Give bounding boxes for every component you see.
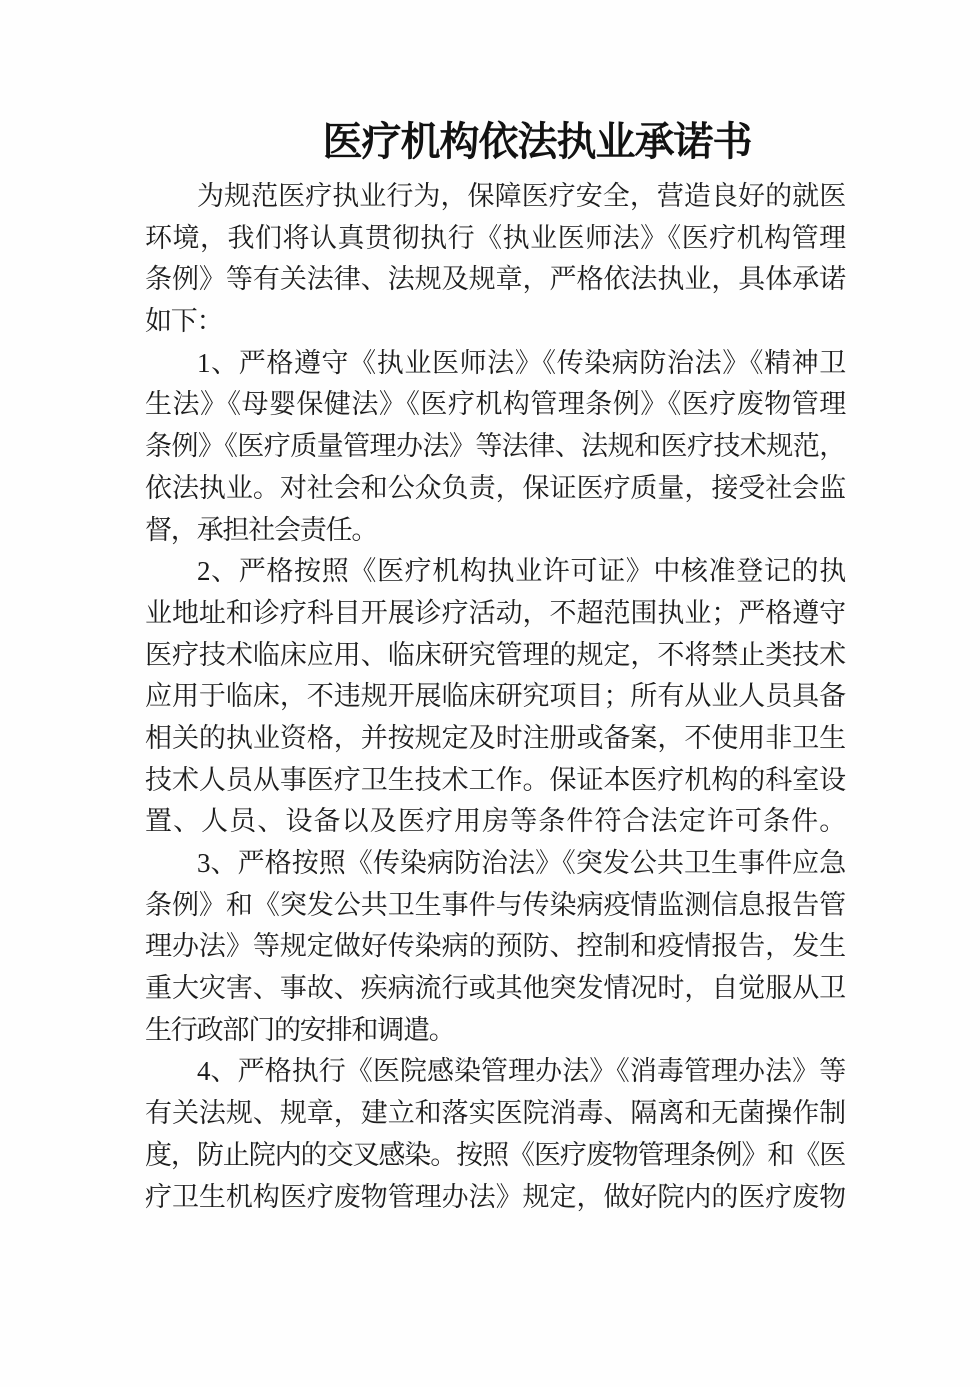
text-line: 医疗技术临床应用、临床研究管理的规定，不将禁止类技术 (145, 639, 845, 670)
text-line: 条例》和《突发公共卫生事件与传染病疫情监测信息报告管 (145, 889, 845, 920)
text-line: 2、严格按照《医疗机构执业许可证》中核准登记的执 (197, 556, 845, 587)
text-line: 如下： (145, 306, 223, 337)
text-line: 条例》等有关法律、法规及规章，严格依法执业，具体承诺 (145, 264, 845, 295)
text-line: 业地址和诊疗科目开展诊疗活动，不超范围执业；严格遵守 (145, 597, 845, 628)
text-line: 生法》《母婴保健法》《医疗机构管理条例》《医疗废物管理 (145, 389, 845, 420)
text-line: 重大灾害、事故、疾病流行或其他突发情况时，自觉服从卫 (145, 973, 845, 1004)
text-line: 相关的执业资格，并按规定及时注册或备案，不使用非卫生 (145, 722, 845, 753)
text-line: 技术人员从事医疗卫生技术工作。保证本医疗机构的科室设 (145, 764, 845, 795)
paragraph-intro (145, 176, 845, 343)
text-line: 置、人员、设备以及医疗用房等条件符合法定许可条件。 (145, 806, 845, 837)
text-line: 3、严格按照《传染病防治法》《突发公共卫生事件应急 (197, 848, 845, 878)
text-line: 4、严格执行《医院感染管理办法》《消毒管理办法》等 (197, 1056, 845, 1087)
paragraph-item-2 (145, 551, 845, 843)
paragraph-item-4 (145, 1051, 845, 1218)
text-line: 为规范医疗执业行为，保障医疗安全，营造良好的就医 (197, 181, 845, 211)
text-line: 督，承担社会责任。 (145, 514, 378, 545)
text-line: 应用于临床，不违规开展临床研究项目；所有从业人员具备 (145, 681, 845, 712)
document-title: 医疗机构依法执业承诺书 (322, 119, 752, 164)
text-line: 有关法规、规章，建立和落实医院消毒、隔离和无菌操作制 (145, 1098, 845, 1129)
text-line: 环境，我们将认真贯彻执行《执业医师法》《医疗机构管理 (145, 222, 845, 253)
paragraph-item-3 (145, 843, 845, 1051)
paragraph-item-1 (145, 343, 845, 551)
text-line: 1、严格遵守《执业医师法》《传染病防治法》《精神卫 (197, 347, 845, 378)
text-line: 生行政部门的安排和调遣。 (145, 1014, 455, 1045)
text-line: 度，防止院内的交叉感染。按照《医疗废物管理条例》和《医 (145, 1139, 845, 1170)
document-body (145, 176, 845, 1218)
text-line: 理办法》等规定做好传染病的预防、控制和疫情报告，发生 (145, 931, 845, 962)
text-line: 疗卫生机构医疗废物管理办法》规定，做好院内的医疗废物 (145, 1181, 845, 1212)
text-line: 依法执业。对社会和公众负责，保证医疗质量，接受社会监 (145, 472, 845, 503)
text-line: 条例》《医疗质量管理办法》等法律、法规和医疗技术规范， (145, 431, 845, 462)
